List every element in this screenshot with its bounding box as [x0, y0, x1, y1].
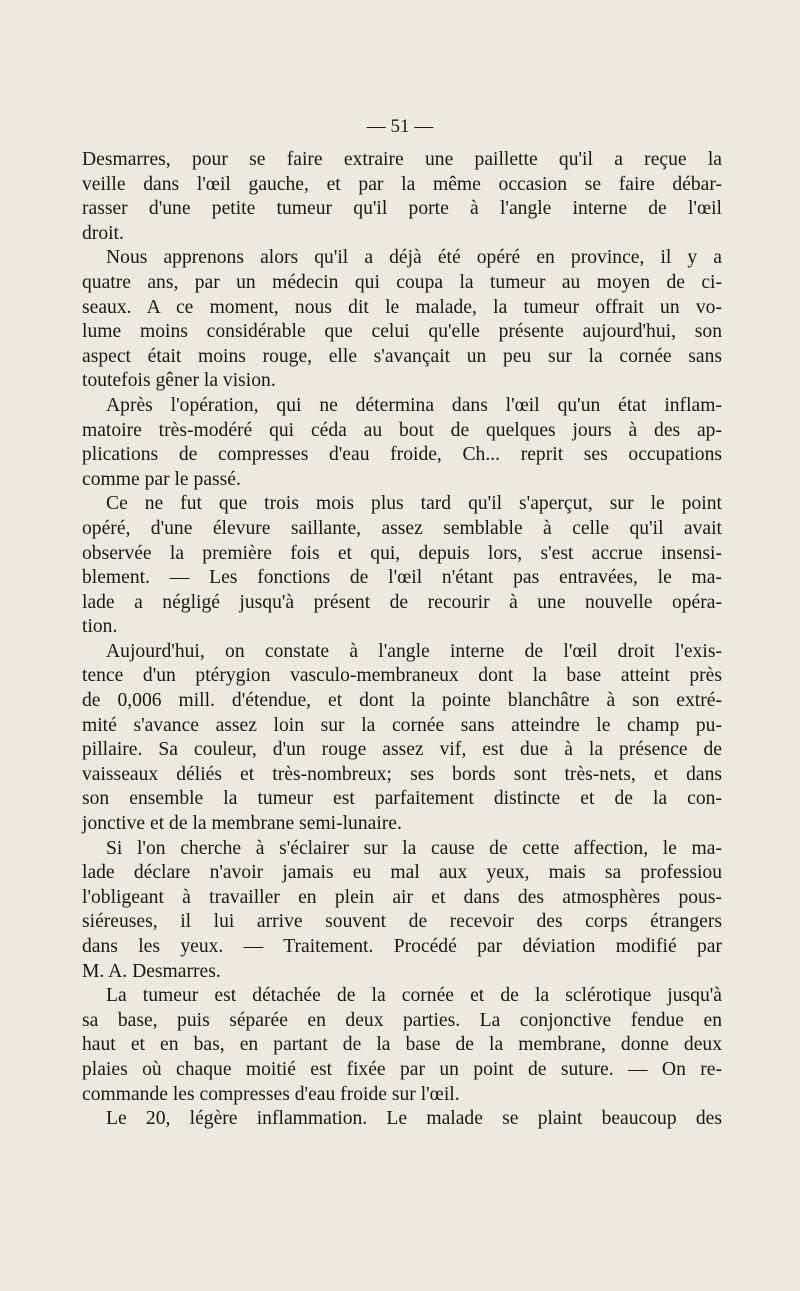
text-line: plications de compresses d'eau froide, Ch... reprit ses occupations: [82, 444, 722, 466]
text-line: comme par le passé.: [82, 468, 241, 490]
text-line: veille dans l'œil gauche, et par la même occasion se faire débar-: [82, 173, 722, 195]
text-line: siéreuses, il lui arrive souvent de recevoir des corps étrangers: [82, 911, 722, 933]
text-line: vaisseaux déliés et très-nombreux; ses bords sont très-nets, et dans: [82, 763, 722, 785]
text-line: Aujourd'hui, on constate à l'angle interne de l'œil droit l'exis-: [106, 640, 722, 662]
text-line: observée la première fois et qui, depuis lors, s'est accrue insensi-: [82, 542, 722, 564]
text-line: M. A. Desmarres.: [82, 960, 221, 982]
text-line: pillaire. Sa couleur, d'un rouge assez vif, est due à la présence de: [82, 739, 722, 761]
text-line: commande les compresses d'eau froide sur l'œil.: [82, 1083, 460, 1105]
text-line: Après l'opération, qui ne détermina dans l'œil qu'un état inflam-: [106, 394, 722, 416]
text-line: quatre ans, par un médecin qui coupa la tumeur au moyen de ci-: [82, 271, 722, 293]
text-line: son ensemble la tumeur est parfaitement distincte et de la con-: [82, 788, 722, 810]
paragraph: [82, 984, 722, 1107]
body-text: [82, 148, 722, 1132]
text-line: opéré, d'une élevure saillante, assez semblable à celle qu'il avait: [82, 517, 722, 539]
text-line: seaux. A ce moment, nous dit le malade, la tumeur offrait un vo-: [82, 296, 722, 318]
text-line: de 0,006 mill. d'étendue, et dont la pointe blanchâtre à son extré-: [82, 690, 722, 712]
text-line: tence d'un ptérygion vasculo-membraneux dont la base atteint près: [82, 665, 722, 687]
paragraph: [82, 837, 722, 985]
paragraph: [82, 246, 722, 394]
text-line: blement. — Les fonctions de l'œil n'étant pas entravées, le ma-: [82, 567, 722, 589]
text-line: mité s'avance assez loin sur la cornée sans atteindre le champ pu-: [82, 714, 722, 736]
text-line: Desmarres, pour se faire extraire une paillette qu'il a reçue la: [82, 149, 722, 170]
text-line: toutefois gêner la vision.: [82, 370, 276, 392]
page-number: — 51 —: [366, 116, 434, 137]
text-line: droit.: [82, 222, 124, 244]
text-line: jonctive et de la membrane semi-lunaire.: [82, 813, 402, 835]
paragraph: [82, 148, 722, 246]
paragraph: [82, 492, 722, 640]
text-line: dans les yeux. — Traitement. Procédé par déviation modifié par: [82, 936, 722, 957]
text-line: Le 20, légère inflammation. Le malade se plaint beaucoup des: [106, 1108, 722, 1130]
text-line: aspect était moins rouge, elle s'avançait un peu sur la cornée sans: [82, 345, 722, 367]
text-line: sa base, puis séparée en deux parties. La conjonctive fendue en: [82, 1009, 722, 1031]
text-line: Si l'on cherche à s'éclairer sur la cause de cette affection, le ma-: [106, 837, 722, 859]
text-line: La tumeur est détachée de la cornée et de la sclérotique jusqu'à: [106, 985, 722, 1007]
text-line: matoire très-modéré qui céda au bout de quelques jours à des ap-: [82, 419, 722, 441]
text-line: plaies où chaque moitié est fixée par un point de suture. — On re-: [82, 1058, 722, 1080]
text-line: Nous apprenons alors qu'il a déjà été opéré en province, il y a: [106, 247, 722, 269]
paragraph: [82, 394, 722, 492]
paragraph: [82, 640, 722, 837]
text-line: tion.: [82, 616, 118, 638]
text-line: Ce ne fut que trois mois plus tard qu'il s'aperçut, sur le point: [106, 493, 722, 515]
paragraph: [82, 1107, 722, 1132]
text-line: haut et en bas, en partant de la base de la membrane, donne deux: [82, 1034, 722, 1056]
text-line: rasser d'une petite tumeur qu'il porte à l'angle interne de l'œil: [82, 198, 722, 220]
text-line: lade a négligé jusqu'à présent de recourir à une nouvelle opéra-: [82, 591, 722, 613]
text-line: l'obligeant à travailler en plein air et dans des atmosphères pous-: [82, 886, 722, 908]
text-line: lume moins considérable que celui qu'elle présente aujourd'hui, son: [82, 321, 722, 343]
text-line: lade déclare n'avoir jamais eu mal aux yeux, mais sa professiou: [82, 862, 722, 884]
